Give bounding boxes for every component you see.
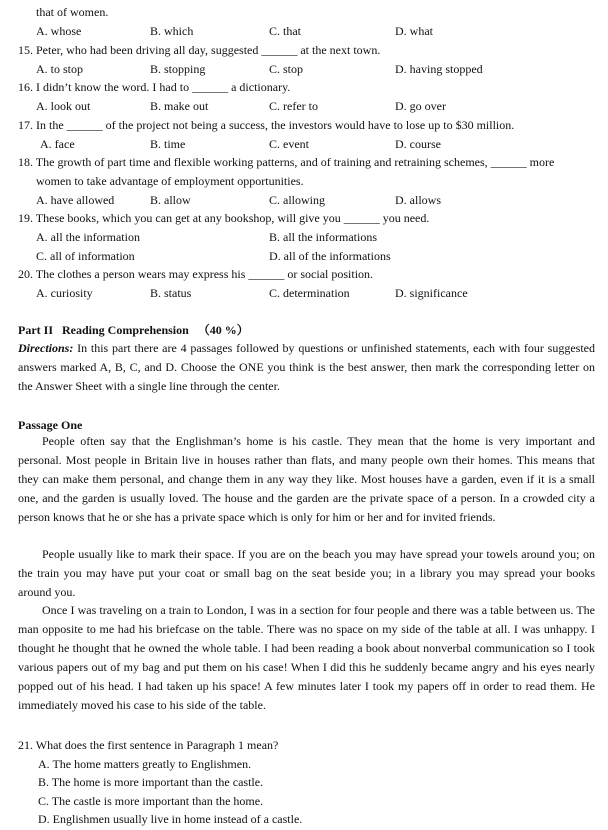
- option-b: B. time: [150, 137, 186, 151]
- option-a: A. look out: [36, 99, 91, 113]
- option-c: C. The castle is more important than the home.: [38, 794, 264, 808]
- option-d: D. go over: [395, 99, 446, 113]
- option-c: C. all of information: [36, 249, 135, 263]
- option-b: B. allow: [150, 193, 191, 207]
- question-19: 19. These books, which you can get at any bookshop, will give you ______ you need.: [18, 211, 430, 225]
- question-17: 17. In the ______ of the project not being a success, the investors would have to lose up to $30 million.: [18, 118, 515, 132]
- passage-paragraph-3: Once I was traveling on a train to London, I was in a section for four people and there was a table between us. The man opposite to me had his briefcase on the table. There was no space on my side of the table at all. I was unhappy. I thought he thought that he owned the whole table. I had been reading a book about nonverbal communication so I took various papers out of my bag and put them on his case! When I did this he suddenly became angry and his eyes nearly popped out of his head. I had taken up his space! A few minutes later I took my papers off in order to read them. He immediately moved his case to his side of the table.: [18, 603, 595, 712]
- option-d: D. significance: [395, 286, 468, 300]
- passage-paragraph-2: People usually like to mark their space. If you are on the beach you may have spread your towels around you; on the train you may have put your coat or small bag on the seat beside you; in a library you may spread your books around you.: [18, 547, 595, 599]
- directions-label: Directions:: [18, 341, 74, 355]
- option-d: D. allows: [395, 193, 441, 207]
- directions: [18, 339, 595, 396]
- option-a: A. The home matters greatly to Englishmen.: [38, 757, 252, 771]
- option-a: A. have allowed: [36, 193, 115, 207]
- option-a: A. all the information: [36, 230, 140, 244]
- directions-text: In this part there are 4 passages followed by questions or unfinished statements, each with four suggested answers marked A, B, C, and D. Choose the ONE you think is the best answer, then mark the corresponding letter on the Answer Sheet with a single line through the center.: [18, 341, 595, 393]
- option-d: D. course: [395, 137, 441, 151]
- option-b: B. which: [150, 24, 194, 38]
- option-b: B. stopping: [150, 62, 206, 76]
- option-d: D. what: [395, 24, 433, 38]
- option-a: A. curiosity: [36, 286, 93, 300]
- question-20: 20. The clothes a person wears may express his ______ or social position.: [18, 267, 374, 281]
- option-b: B. all the informations: [269, 230, 377, 244]
- option-c: C. refer to: [269, 99, 318, 113]
- passage-paragraph-1: People often say that the Englishman’s home is his castle. They mean that the home is very important and personal. Most people in Britain live in houses rather than flats, and many people own their homes. This means that they can make them personal, and change them in any way they like. Most houses have a garden, even if it is a small one, and the garden is usually loved. The house and the garden are the private space of a person. In a crowded city a person knows that he or she has a private space which is only for him or her and for invited friends.: [18, 434, 595, 524]
- option-d: D. all of the informations: [269, 249, 391, 263]
- question-14-continuation: that of women.: [36, 5, 109, 19]
- option-c: C. determination: [269, 286, 350, 300]
- option-b: B. make out: [150, 99, 209, 113]
- question-18-line2: women to take advantage of employment opportunities.: [36, 174, 304, 188]
- option-a: A. face: [40, 137, 75, 151]
- option-c: C. that: [269, 24, 301, 38]
- part-heading: Part II Reading Comprehension （40 %）: [18, 323, 249, 337]
- option-a: A. to stop: [36, 62, 84, 76]
- option-b: B. status: [150, 286, 192, 300]
- passage-title: Passage One: [18, 418, 83, 432]
- question-18: 18. The growth of part time and flexible working patterns, and of training and retraining schemes, ______ more: [18, 155, 555, 169]
- option-a: A. whose: [36, 24, 82, 38]
- option-c: C. event: [269, 137, 309, 151]
- question-15: 15. Peter, who had been driving all day, suggested ______ at the next town.: [18, 43, 381, 57]
- option-c: C. stop: [269, 62, 304, 76]
- option-b: B. The home is more important than the castle.: [38, 775, 264, 789]
- option-c: C. allowing: [269, 193, 325, 207]
- option-d: D. Englishmen usually live in home instead of a castle.: [38, 812, 303, 826]
- question-16: 16. I didn’t know the word. I had to ______ a dictionary.: [18, 80, 291, 94]
- option-d: D. having stopped: [395, 62, 483, 76]
- question-21: 21. What does the first sentence in Paragraph 1 mean?: [18, 738, 279, 752]
